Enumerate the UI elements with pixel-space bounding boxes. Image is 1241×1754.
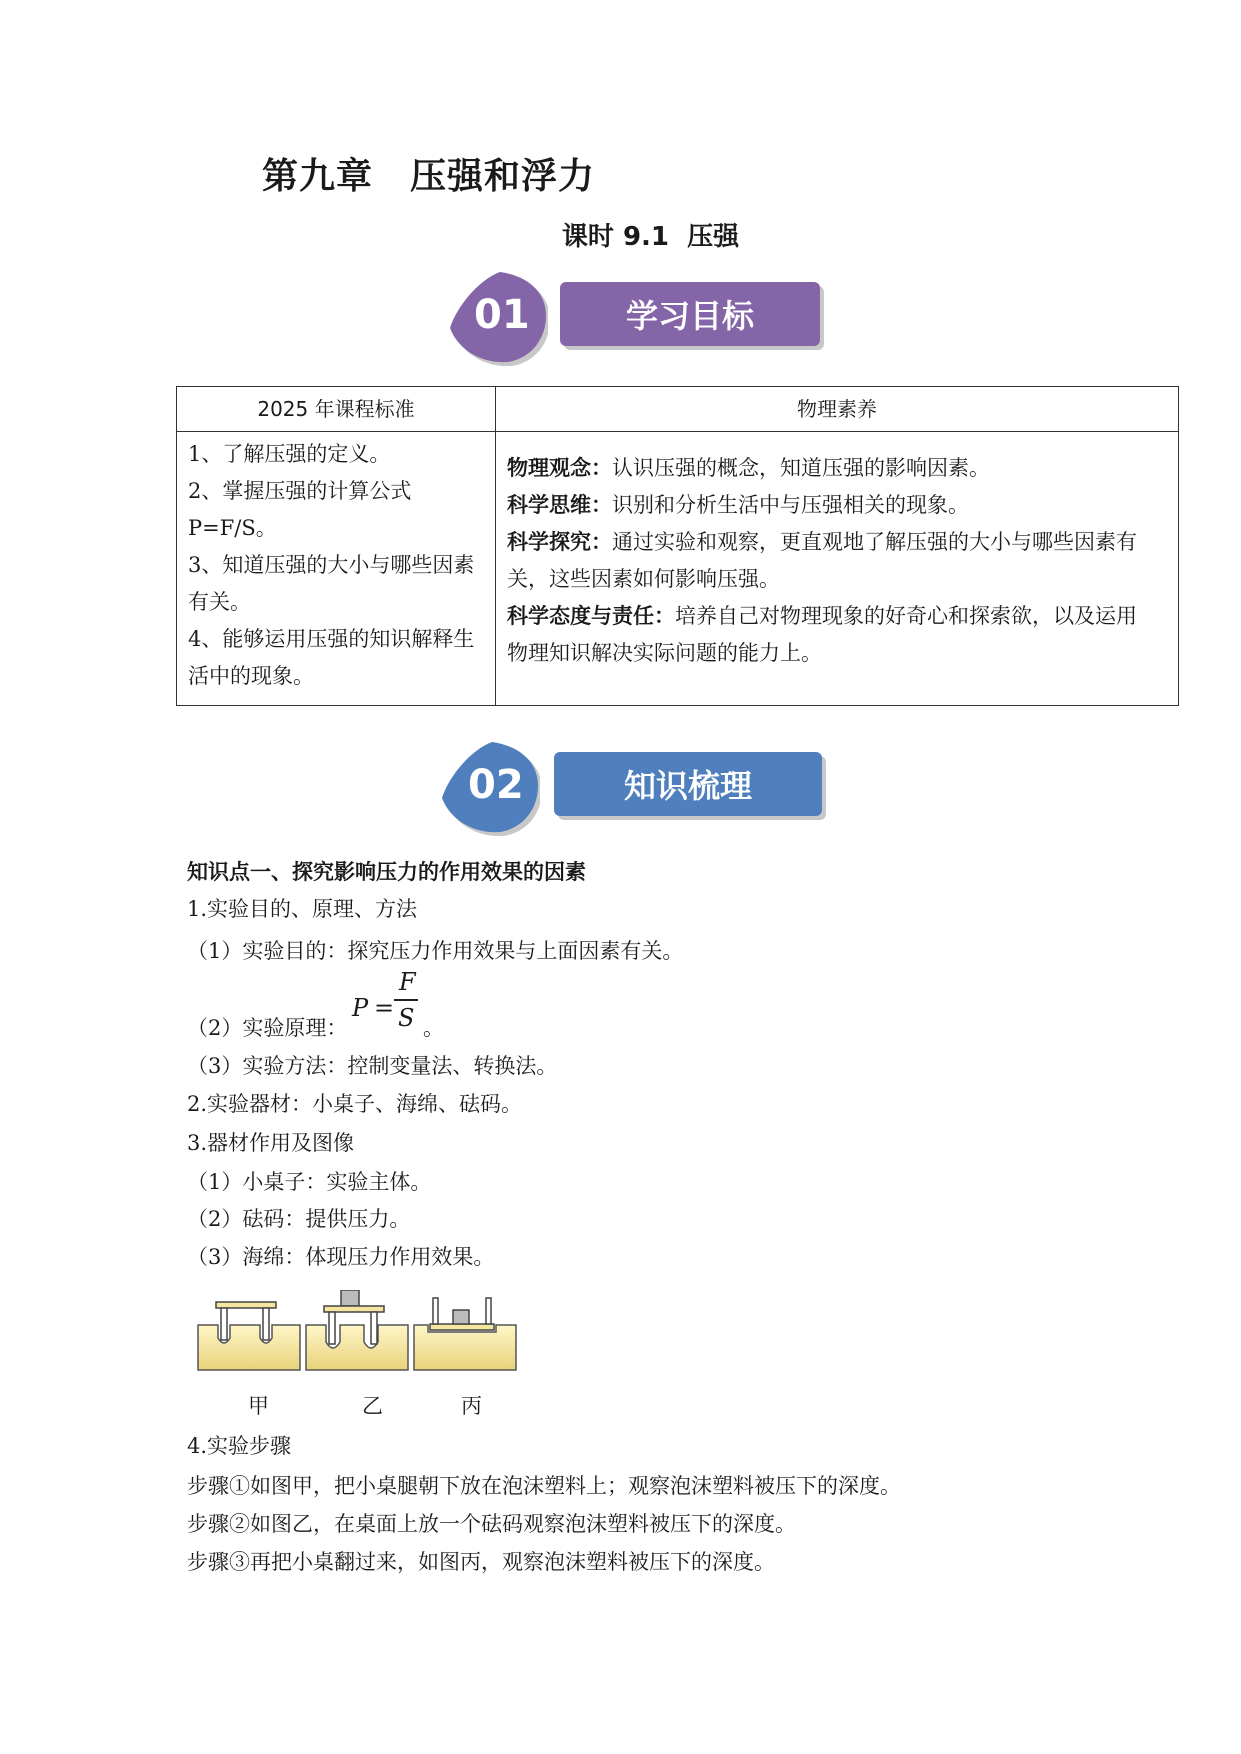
table-header-row (177, 387, 1179, 432)
standard-line: P=F/S。 (188, 516, 277, 540)
experiment-figure (196, 1290, 536, 1420)
text-line: （2）砝码：提供压力。 (187, 1207, 411, 1231)
literacy-term: 科学思维： (507, 493, 612, 517)
text-line: （3）实验方法：控制变量法、转换法。 (187, 1054, 558, 1078)
fraction-bar (394, 999, 418, 1001)
text-line: （3）海绵：体现压力作用效果。 (187, 1245, 495, 1269)
standard-line: 3、知道压强的大小与哪些因素 (188, 553, 475, 577)
formula-lhs: P (352, 994, 369, 1022)
literacy-line (507, 450, 1168, 487)
lesson-title: 课时 9.1 压强 (561, 222, 740, 252)
figure-label-jia: 甲 (248, 1394, 269, 1418)
literacy-line (507, 598, 1168, 635)
literacy-line (507, 524, 1168, 561)
principle-line (187, 968, 787, 1042)
text-line: 3.器材作用及图像 (187, 1131, 355, 1155)
literacy-text: 通过实验和观察，更直观地了解压强的大小与哪些因素有 (612, 530, 1137, 554)
literacy-text: 培养自己对物理现象的好奇心和探索欲，以及运用 (675, 604, 1137, 628)
text-line: （1）实验目的：探究压力作用效果与上面因素有关。 (187, 939, 684, 963)
literacy-text: 关，这些因素如何影响压强。 (507, 567, 780, 591)
text-line: 2.实验器材：小桌子、海绵、砝码。 (187, 1092, 523, 1116)
literacy-text: 认识压强的概念，知道压强的影响因素。 (612, 456, 990, 480)
standards-cell (177, 432, 496, 706)
section-label: 学习目标 (560, 282, 820, 346)
text-line: 4.实验步骤 (187, 1434, 292, 1458)
literacy-line (507, 561, 1168, 598)
chapter-title: 第九章 压强和浮力 (262, 156, 596, 197)
header-curriculum-standard: 2025 年课程标准 (177, 387, 496, 432)
header-physics-literacy: 物理素养 (496, 387, 1179, 432)
step-line: 步骤②如图乙，在桌面上放一个砝码观察泡沫塑料被压下的深度。 (187, 1512, 796, 1536)
literacy-line (507, 635, 1168, 672)
literacy-term: 科学探究： (507, 530, 612, 554)
table-row (177, 432, 1179, 706)
literacy-text: 识别和分析生活中与压强相关的现象。 (612, 493, 969, 517)
sponge-table-illustration (196, 1290, 536, 1390)
formula-equals: = (374, 994, 395, 1022)
figure-label-yi: 乙 (362, 1394, 383, 1418)
text-line: （2）实验原理： (187, 1016, 348, 1040)
figure-yi (306, 1290, 408, 1370)
formula-numerator: F (399, 968, 416, 996)
standard-line: 1、了解压强的定义。 (188, 442, 391, 466)
figure-jia (198, 1302, 300, 1370)
learning-goals-table (176, 386, 1179, 706)
section-banner-knowledge (440, 740, 830, 840)
text-line: 。 (423, 1016, 444, 1040)
figure-label-bing: 丙 (461, 1394, 482, 1418)
figure-bing (414, 1298, 516, 1370)
literacy-cell (496, 432, 1179, 706)
text-line: 1.实验目的、原理、方法 (187, 897, 418, 921)
section-number: 01 (474, 292, 530, 338)
standard-line: 2、掌握压强的计算公式 (188, 479, 412, 503)
standard-line: 有关。 (188, 590, 251, 614)
section-number: 02 (468, 762, 524, 808)
text-line: （1）小桌子：实验主体。 (187, 1170, 432, 1194)
standard-line: 活中的现象。 (188, 664, 314, 688)
literacy-line (507, 487, 1168, 524)
literacy-term: 物理观念： (507, 456, 612, 480)
section-banner-learning-goals (448, 270, 828, 370)
literacy-term: 科学态度与责任： (507, 604, 675, 628)
knowledge-point-title: 知识点一、探究影响压力的作用效果的因素 (187, 860, 586, 884)
step-line: 步骤③再把小桌翻过来，如图丙，观察泡沫塑料被压下的深度。 (187, 1550, 775, 1574)
section-label: 知识梳理 (554, 752, 822, 816)
step-line: 步骤①如图甲，把小桌腿朝下放在泡沫塑料上；观察泡沫塑料被压下的深度。 (187, 1474, 901, 1498)
formula-denominator: S (398, 1004, 415, 1032)
literacy-text: 物理知识解决实际问题的能力上。 (507, 641, 822, 665)
standard-line: 4、能够运用压强的知识解释生 (188, 627, 475, 651)
